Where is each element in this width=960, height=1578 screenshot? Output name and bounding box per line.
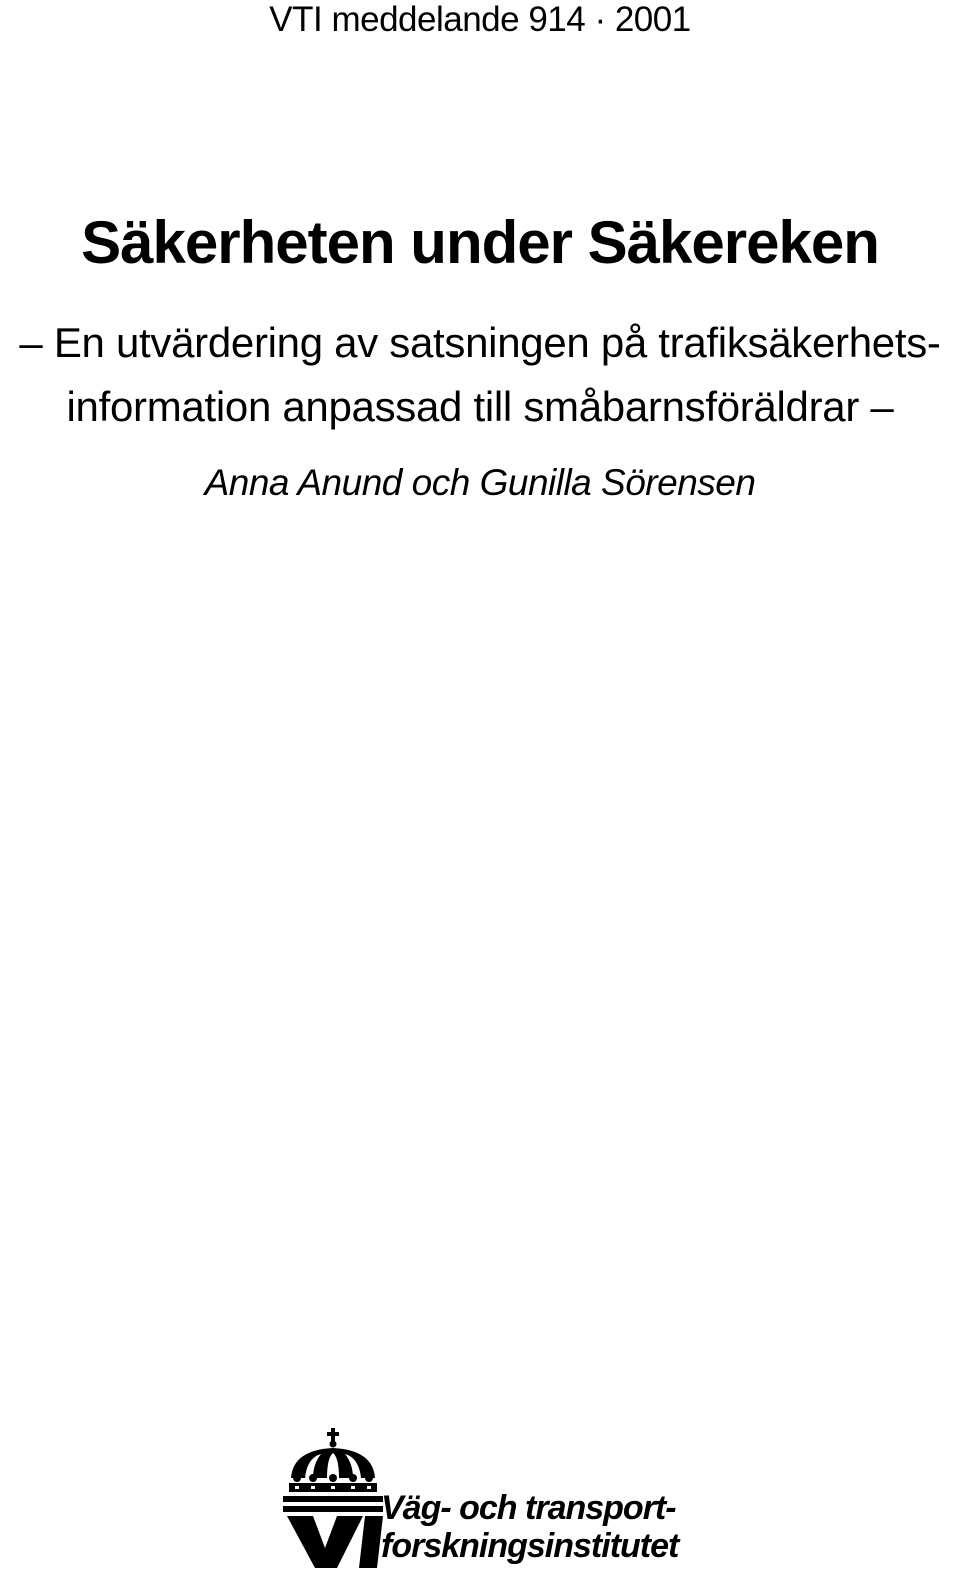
subtitle-line-2: information anpassad till småbarnsföräldrar – bbox=[66, 383, 894, 430]
logo-text-line-2: forskningsinstitutet bbox=[381, 1527, 679, 1565]
subtitle-line-1: – En utvärdering av satsningen på trafiksäkerhets- bbox=[19, 319, 941, 366]
series-line: VTI meddelande 914 · 2001 bbox=[269, 0, 691, 39]
logo-text-line-1: Väg- och transport- bbox=[381, 1489, 676, 1527]
document-title: Säkerheten under Säkereken bbox=[81, 209, 879, 276]
vti-logo bbox=[283, 1428, 683, 1573]
authors: Anna Anund och Gunilla Sörensen bbox=[204, 462, 756, 503]
crown-vti-emblem-icon bbox=[283, 1428, 383, 1568]
